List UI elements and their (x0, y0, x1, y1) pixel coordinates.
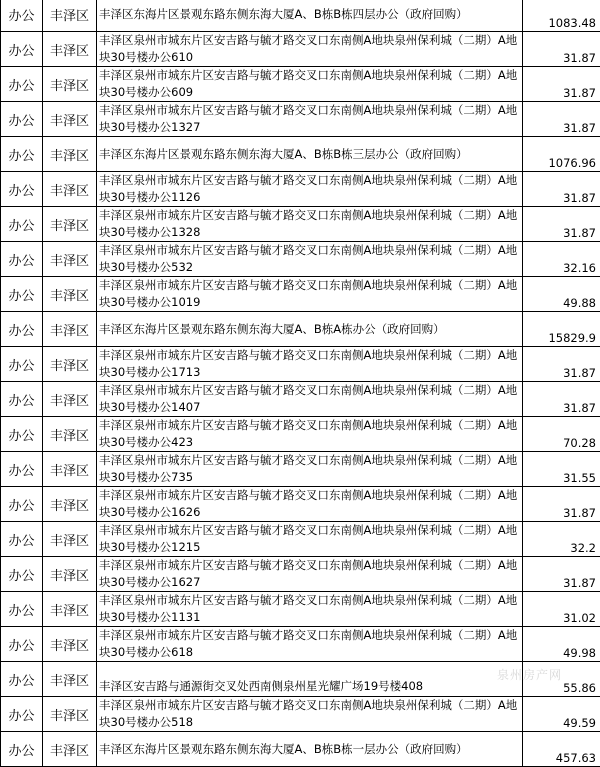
cell-district: 丰泽区 (43, 522, 97, 557)
cell-area: 31.87 (523, 347, 600, 382)
cell-usage-type: 办公 (1, 452, 43, 487)
table-row (1, 522, 600, 557)
table-row (1, 102, 600, 137)
cell-address: 丰泽区泉州市城东片区安吉路与毓才路交叉口东南侧A地块泉州保利城（二期）A地块30号楼办公423 (97, 417, 523, 452)
table-row (1, 347, 600, 382)
cell-district: 丰泽区 (43, 382, 97, 417)
cell-district: 丰泽区 (43, 732, 97, 767)
cell-area: 31.02 (523, 592, 600, 627)
cell-district: 丰泽区 (43, 102, 97, 137)
cell-address: 丰泽区泉州市城东片区安吉路与毓才路交叉口东南侧A地块泉州保利城（二期）A地块30号楼办公1131 (97, 592, 523, 627)
cell-district: 丰泽区 (43, 67, 97, 102)
cell-district: 丰泽区 (43, 242, 97, 277)
cell-usage-type: 办公 (1, 67, 43, 102)
cell-usage-type: 办公 (1, 697, 43, 732)
cell-area: 31.87 (523, 32, 600, 67)
watermark: 泉州房产网 (497, 666, 562, 683)
cell-area: 31.87 (523, 557, 600, 592)
cell-address: 丰泽区泉州市城东片区安吉路与毓才路交叉口东南侧A地块泉州保利城（二期）A地块30号楼办公1215 (97, 522, 523, 557)
cell-usage-type: 办公 (1, 207, 43, 242)
property-table-body (1, 0, 600, 767)
cell-area: 70.28 (523, 417, 600, 452)
cell-usage-type: 办公 (1, 312, 43, 347)
table-row (1, 732, 600, 767)
cell-address: 丰泽区东海片区景观东路东侧东海大厦A、B栋A栋办公（政府回购） (97, 312, 523, 347)
cell-district: 丰泽区 (43, 557, 97, 592)
cell-district: 丰泽区 (43, 662, 97, 697)
cell-address: 丰泽区泉州市城东片区安吉路与毓才路交叉口东南侧A地块泉州保利城（二期）A地块30号楼办公618 (97, 627, 523, 662)
table-row (1, 0, 600, 32)
cell-usage-type: 办公 (1, 557, 43, 592)
cell-district: 丰泽区 (43, 697, 97, 732)
cell-area: 457.63 (523, 732, 600, 767)
cell-district: 丰泽区 (43, 627, 97, 662)
cell-area: 31.87 (523, 382, 600, 417)
cell-address: 丰泽区安吉路与通源街交叉处西南侧泉州星光耀广场19号楼408 (97, 662, 523, 697)
cell-district: 丰泽区 (43, 0, 97, 32)
cell-area: 49.98 (523, 627, 600, 662)
cell-usage-type: 办公 (1, 732, 43, 767)
cell-district: 丰泽区 (43, 312, 97, 347)
cell-area: 31.87 (523, 102, 600, 137)
table-row (1, 32, 600, 67)
cell-address: 丰泽区泉州市城东片区安吉路与毓才路交叉口东南侧A地块泉州保利城（二期）A地块30号楼办公1713 (97, 347, 523, 382)
cell-usage-type: 办公 (1, 417, 43, 452)
cell-usage-type: 办公 (1, 277, 43, 312)
cell-usage-type: 办公 (1, 347, 43, 382)
table-row (1, 627, 600, 662)
cell-district: 丰泽区 (43, 592, 97, 627)
cell-usage-type: 办公 (1, 382, 43, 417)
cell-usage-type: 办公 (1, 137, 43, 172)
cell-address: 丰泽区泉州市城东片区安吉路与毓才路交叉口东南侧A地块泉州保利城（二期）A地块30号楼办公1626 (97, 487, 523, 522)
cell-area: 32.2 (523, 522, 600, 557)
cell-usage-type: 办公 (1, 487, 43, 522)
cell-address: 丰泽区泉州市城东片区安吉路与毓才路交叉口东南侧A地块泉州保利城（二期）A地块30号楼办公518 (97, 697, 523, 732)
cell-usage-type: 办公 (1, 662, 43, 697)
table-row (1, 592, 600, 627)
cell-district: 丰泽区 (43, 32, 97, 67)
cell-address: 丰泽区泉州市城东片区安吉路与毓才路交叉口东南侧A地块泉州保利城（二期）A地块30号楼办公1328 (97, 207, 523, 242)
table-row (1, 417, 600, 452)
cell-address: 丰泽区泉州市城东片区安吉路与毓才路交叉口东南侧A地块泉州保利城（二期）A地块30号楼办公1019 (97, 277, 523, 312)
cell-district: 丰泽区 (43, 277, 97, 312)
cell-address: 丰泽区泉州市城东片区安吉路与毓才路交叉口东南侧A地块泉州保利城（二期）A地块30号楼办公735 (97, 452, 523, 487)
cell-address: 丰泽区泉州市城东片区安吉路与毓才路交叉口东南侧A地块泉州保利城（二期）A地块30号楼办公1327 (97, 102, 523, 137)
cell-usage-type: 办公 (1, 32, 43, 67)
cell-address: 丰泽区泉州市城东片区安吉路与毓才路交叉口东南侧A地块泉州保利城（二期）A地块30号楼办公609 (97, 67, 523, 102)
cell-address: 丰泽区泉州市城东片区安吉路与毓才路交叉口东南侧A地块泉州保利城（二期）A地块30号楼办公610 (97, 32, 523, 67)
table-row (1, 487, 600, 522)
table-row (1, 697, 600, 732)
cell-district: 丰泽区 (43, 452, 97, 487)
cell-address: 丰泽区泉州市城东片区安吉路与毓才路交叉口东南侧A地块泉州保利城（二期）A地块30号楼办公1407 (97, 382, 523, 417)
cell-usage-type: 办公 (1, 102, 43, 137)
cell-address: 丰泽区东海片区景观东路东侧东海大厦A、B栋B栋三层办公（政府回购） (97, 137, 523, 172)
cell-address: 丰泽区东海片区景观东路东侧东海大厦A、B栋B栋四层办公（政府回购） (97, 0, 523, 32)
cell-area: 31.87 (523, 67, 600, 102)
cell-area: 49.59 (523, 697, 600, 732)
table-row (1, 277, 600, 312)
cell-usage-type: 办公 (1, 172, 43, 207)
cell-address: 丰泽区东海片区景观东路东侧东海大厦A、B栋B栋一层办公（政府回购） (97, 732, 523, 767)
cell-usage-type: 办公 (1, 522, 43, 557)
table-row (1, 137, 600, 172)
table-row (1, 382, 600, 417)
cell-district: 丰泽区 (43, 487, 97, 522)
cell-usage-type: 办公 (1, 592, 43, 627)
cell-address: 丰泽区泉州市城东片区安吉路与毓才路交叉口东南侧A地块泉州保利城（二期）A地块30号楼办公532 (97, 242, 523, 277)
table-row (1, 172, 600, 207)
cell-area: 31.87 (523, 172, 600, 207)
cell-area: 15829.9 (523, 312, 600, 347)
cell-usage-type: 办公 (1, 0, 43, 32)
cell-area: 55.86 (523, 662, 600, 697)
cell-district: 丰泽区 (43, 347, 97, 382)
table-row (1, 452, 600, 487)
cell-area: 31.55 (523, 452, 600, 487)
cell-usage-type: 办公 (1, 242, 43, 277)
cell-district: 丰泽区 (43, 172, 97, 207)
cell-address: 丰泽区泉州市城东片区安吉路与毓才路交叉口东南侧A地块泉州保利城（二期）A地块30号楼办公1126 (97, 172, 523, 207)
table-row (1, 557, 600, 592)
cell-usage-type: 办公 (1, 627, 43, 662)
table-row (1, 207, 600, 242)
cell-address: 丰泽区泉州市城东片区安吉路与毓才路交叉口东南侧A地块泉州保利城（二期）A地块30号楼办公1627 (97, 557, 523, 592)
cell-district: 丰泽区 (43, 137, 97, 172)
cell-district: 丰泽区 (43, 417, 97, 452)
table-row (1, 242, 600, 277)
cell-area: 1076.96 (523, 137, 600, 172)
cell-area: 49.88 (523, 277, 600, 312)
cell-area: 1083.48 (523, 0, 600, 32)
cell-area: 31.87 (523, 487, 600, 522)
cell-area: 32.16 (523, 242, 600, 277)
table-row (1, 312, 600, 347)
cell-area: 31.87 (523, 207, 600, 242)
cell-district: 丰泽区 (43, 207, 97, 242)
table-row (1, 67, 600, 102)
